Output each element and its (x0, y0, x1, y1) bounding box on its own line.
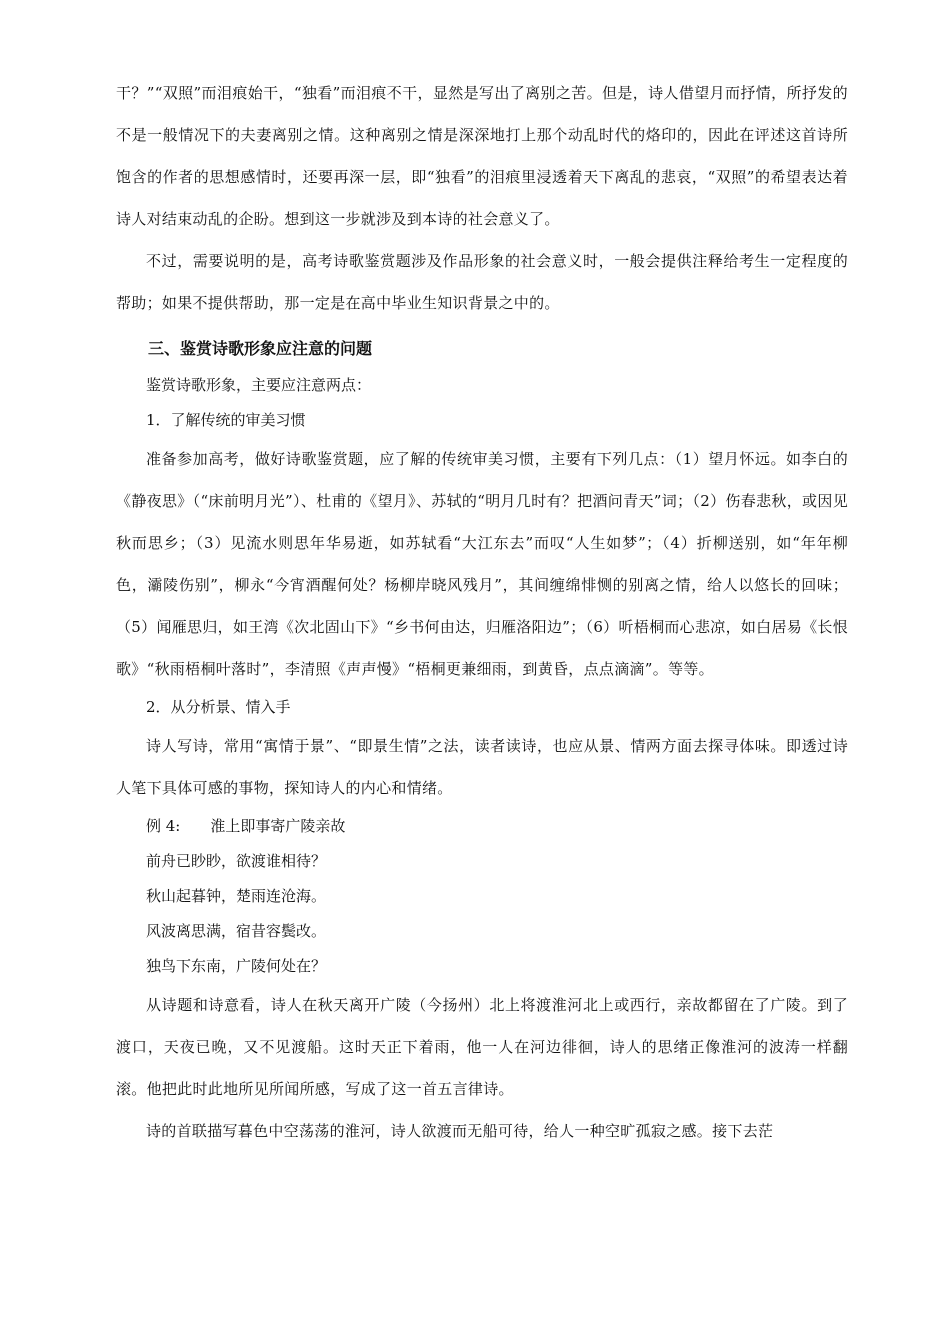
paragraph-continued: 干？”“双照”而泪痕始干，“独看”而泪痕不干，显然是写出了离别之苦。但是，诗人借望月而抒情，所抒发的不是一般情况下的夫妻离别之情。这种离别之情是深深地打上那个动乱时代的烙印的，因此在评述这首诗所饱含的作者的思想感情时，还要再深一层，即“独看”的泪痕里浸透着天下离乱的悲哀，“双照”的希望表达着诗人对结束动乱的企盼。想到这一步就涉及到本诗的社会意义了。 (116, 84, 848, 228)
example-title: 淮上即事寄广陵亲故 (210, 817, 346, 835)
list-item-2: 2．从分析景、情入手 (146, 698, 291, 716)
poem-line: 独鸟下东南，广陵何处在？ (146, 957, 327, 975)
paragraph-analysis: 从诗题和诗意看，诗人在秋天离开广陵（今扬州）北上将渡淮河北上或西行，亲故都留在了广陵。到了渡口，天夜已晚，又不见渡船。这时天正下着雨，他一人在河边徘徊，诗人的思绪正像淮河的波涛一样翻滚。他把此时此地所见所闻所感，写成了这一首五言律诗。 (116, 996, 848, 1098)
poem-line: 风波离思满，宿昔容鬓改。 (146, 922, 327, 940)
paragraph-analysis-continued: 诗的首联描写暮色中空荡荡的淮河，诗人欲渡而无船可待，给人一种空旷孤寂之感。接下去茫 (146, 1122, 774, 1140)
example-label: 例 4: (146, 817, 181, 835)
poem-line: 秋山起暮钟，楚雨连沧海。 (146, 887, 327, 905)
paragraph-scene-emotion: 诗人写诗，常用“寓情于景”、“即景生情”之法，读者读诗，也应从景、情两方面去探寻体味。即透过诗人笔下具体可感的事物，探知诗人的内心和情绪。 (116, 737, 848, 797)
list-item-1: 1．了解传统的审美习惯 (146, 411, 306, 429)
document-body (116, 72, 848, 1152)
paragraph-intro: 鉴赏诗歌形象，主要应注意两点： (146, 376, 372, 394)
section-heading: 三、鉴赏诗歌形象应注意的问题 (148, 339, 373, 358)
paragraph-aesthetic-habits: 准备参加高考，做好诗歌鉴赏题，应了解的传统审美习惯，主要有下列几点：（1）望月怀远。如李白的《静夜思》（“床前明月光”）、杜甫的《望月》、苏轼的“明月几时有？把酒问青天”词；（2）伤春悲秋，或因见秋而思乡；（3）见流水则思年华易逝，如苏轼看“大江东去”而叹“人生如梦”；（4）折柳送别，如“年年柳色，灞陵伤别”，柳永“今宵酒醒何处？杨柳岸晓风残月”，其间缠绵悱恻的别离之情，给人以悠长的回味；（5）闻雁思归，如王湾《次北固山下》“乡书何由达，归雁洛阳边”；（6）听梧桐而心悲凉，如白居易《长恨歌》“秋雨梧桐叶落时”，李清照《声声慢》“梧桐更兼细雨，到黄昏，点点滴滴”。等等。 (116, 450, 848, 678)
example-heading (116, 809, 848, 844)
paragraph-note: 不过，需要说明的是，高考诗歌鉴赏题涉及作品形象的社会意义时，一般会提供注释给考生一定程度的帮助；如果不提供帮助，那一定是在高中毕业生知识背景之中的。 (116, 252, 848, 312)
poem-line: 前舟已眇眇，欲渡谁相待？ (146, 852, 327, 870)
